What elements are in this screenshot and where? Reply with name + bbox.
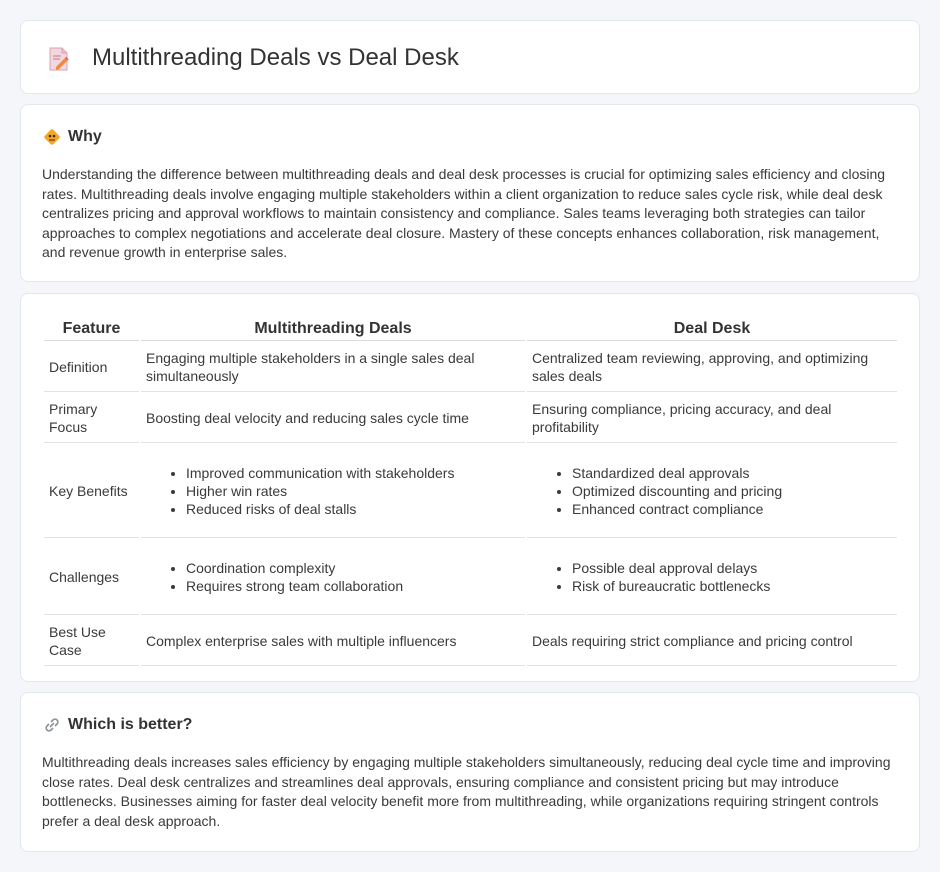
header-feature: Feature [44,318,139,341]
table-row [44,445,897,538]
why-heading [43,127,102,147]
list-item: • Requires strong team collaboration [186,577,520,595]
warning-sign-icon [43,128,61,146]
deal-desk-cell [527,445,897,538]
feature-cell: Best Use Case [44,617,139,666]
list-item: • Risk of bureaucratic bottlenecks [572,577,892,595]
header-deal-desk: Deal Desk [527,318,897,341]
list-item: • Coordination complexity [186,559,520,577]
list-item: • Higher win rates [186,482,520,500]
list-item: • Standardized deal approvals [572,464,892,482]
benefits-list [146,464,520,518]
multithreading-cell: Boosting deal velocity and reducing sales cycle time [141,394,525,443]
multithreading-cell [141,540,525,615]
table-header-row [44,318,897,341]
table-row [44,540,897,615]
table-row [44,343,897,392]
comparison-section [20,293,920,682]
list-item: • Reduced risks of deal stalls [186,500,520,518]
document-edit-icon [48,47,70,71]
challenges-list [532,559,892,595]
list-item: • Possible deal approval delays [572,559,892,577]
why-paragraph: Understanding the difference between multithreading deals and deal desk processes is crucial for optimizing sales efficiency and closing rates. Multithreading deals involve engaging multiple stakeholders within a client organization to reduce sales cycle risk, while deal desk centralizes pricing and approval workflows to maintain consistency and compliance. Sales teams leveraging both strategies can tailor approaches to complex negotiations and accelerate deal closure. Mastery of these concepts enhances collaboration, risk management, and revenue growth in enterprise sales. [42,166,886,261]
deal-desk-cell: Centralized team reviewing, approving, and optimizing sales deals [527,343,897,392]
list-item: • Optimized discounting and pricing [572,482,892,500]
deal-desk-cell [527,540,897,615]
multithreading-cell [141,445,525,538]
list-item: • Enhanced contract compliance [572,500,892,518]
header-multithreading: Multithreading Deals [141,318,525,341]
link-icon [43,716,61,734]
list-item: • Improved communication with stakeholders [186,464,520,482]
better-title: Which is better? [68,716,193,733]
comparison-table [42,316,899,668]
feature-cell: Primary Focus [44,394,139,443]
better-paragraph: Multithreading deals increases sales efficiency by engaging multiple stakeholders simultaneously, reducing deal cycle time and improving close rates. Deal desk centralizes and streamlines deal approvals, ensuring compliance and consistent pricing but may introduce bottlenecks. Businesses aiming for faster deal velocity benefit more from multithreading, while organizations requiring stringent controls prefer a deal desk approach. [42,754,891,829]
feature-cell: Challenges [44,540,139,615]
feature-cell: Definition [44,343,139,392]
challenges-list [146,559,520,595]
table-row [44,394,897,443]
why-section [20,104,920,282]
benefits-list [532,464,892,518]
page-title: Multithreading Deals vs Deal Desk [92,44,459,71]
deal-desk-cell: Ensuring compliance, pricing accuracy, and deal profitability [527,394,897,443]
table-row [44,617,897,666]
deal-desk-cell: Deals requiring strict compliance and pricing control [527,617,897,666]
why-title: Why [68,128,102,145]
which-is-better-section [20,692,920,852]
feature-cell: Key Benefits [44,445,139,538]
better-heading [43,715,192,735]
multithreading-cell: Complex enterprise sales with multiple influencers [141,617,525,666]
header-card [20,20,920,94]
multithreading-cell: Engaging multiple stakeholders in a single sales deal simultaneously [141,343,525,392]
